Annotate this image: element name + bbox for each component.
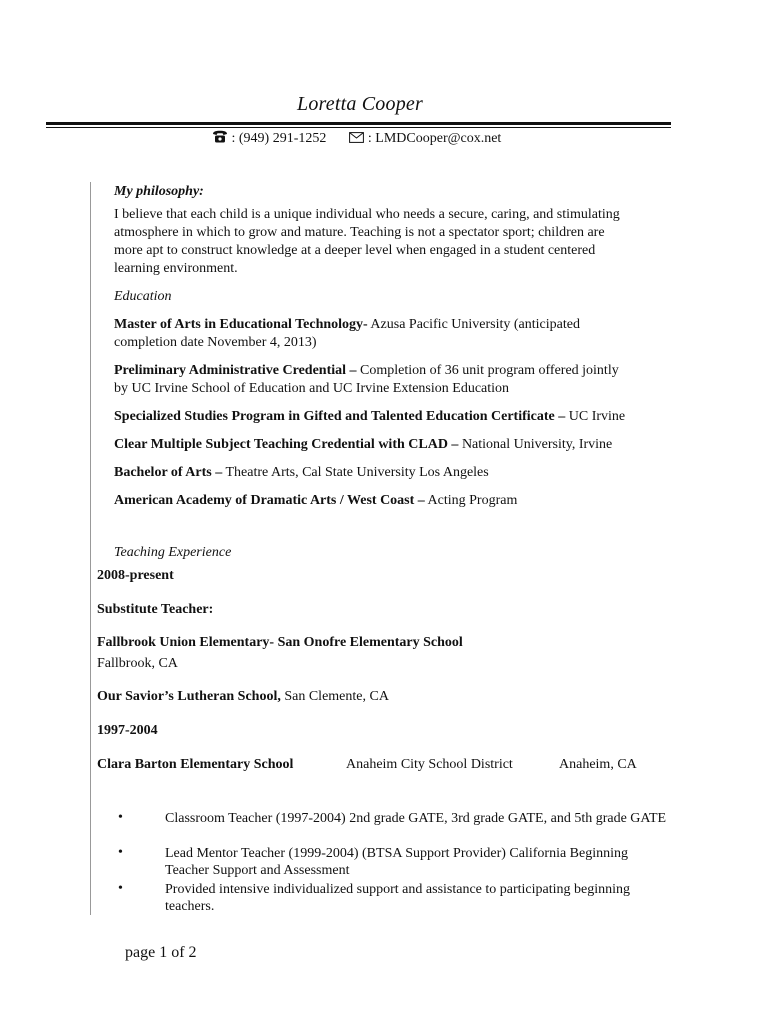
email-address: : LMDCooper@cox.net	[367, 131, 502, 146]
list-item: Provided intensive individualized support and assistance to participating beginning teachers.	[165, 882, 631, 914]
education-item: Bachelor of Arts – Theatre Arts, Cal State University Los Angeles	[114, 465, 489, 480]
education-item: American Academy of Dramatic Arts / West Coast – Acting Program	[114, 493, 518, 508]
education-item: Clear Multiple Subject Teaching Credential with CLAD – National University, Irvine	[114, 437, 613, 452]
left-margin-line	[90, 182, 91, 915]
header-rule-thick	[46, 122, 671, 125]
school-fallbrook-location: Fallbrook, CA	[97, 656, 178, 671]
page-number: page 1 of 2	[125, 944, 197, 961]
education-heading: Education	[114, 289, 172, 304]
education-item: Master of Arts in Educational Technology- Azusa Pacific University (anticipated completion date November 4, 2013)	[114, 317, 580, 350]
header-rule-thin	[46, 127, 671, 128]
period-1997: 1997-2004	[97, 723, 158, 738]
envelope-icon	[349, 131, 368, 146]
list-item: Classroom Teacher (1997-2004) 2nd grade GATE, 3rd grade GATE, and 5th grade GATE	[165, 811, 667, 826]
school-district: Anaheim City School District	[346, 757, 513, 772]
experience-heading: Teaching Experience	[114, 545, 232, 560]
education-item: Specialized Studies Program in Gifted and Talented Education Certificate – UC Irvine	[114, 409, 626, 424]
school-clara-barton: Clara Barton Elementary School	[97, 757, 294, 772]
bullet-marker: •	[118, 881, 123, 896]
list-item: Lead Mentor Teacher (1999-2004) (BTSA Support Provider) California Beginning Teacher Support and Assessment	[165, 846, 628, 878]
resume-name: Loretta Cooper	[297, 93, 423, 115]
role-substitute: Substitute Teacher:	[97, 602, 214, 617]
period-2008: 2008-present	[97, 568, 174, 583]
education-item: Preliminary Administrative Credential – Completion of 36 unit program offered jointly by UC Irvine School of Education and UC Irvine Extension Education	[114, 363, 619, 396]
bullet-marker: •	[118, 845, 123, 860]
philosophy-text: I believe that each child is a unique individual who needs a secure, caring, and stimulating atmosphere in which to grow and mature. Teaching is not a spectator sport; children are more apt to construct knowledge at a deeper level when engaged in a student centered learning environment.	[114, 207, 620, 276]
phone-number: : (949) 291-1252	[231, 131, 327, 146]
school-city: Anaheim, CA	[559, 757, 637, 772]
bullet-marker: •	[118, 810, 123, 825]
school-our-saviors: Our Savior’s Lutheran School, San Clemente, CA	[97, 689, 389, 704]
contact-line	[212, 130, 501, 147]
school-fallbrook: Fallbrook Union Elementary- San Onofre Elementary School	[97, 635, 463, 650]
phone-icon	[212, 131, 232, 146]
philosophy-heading: My philosophy:	[114, 184, 204, 199]
